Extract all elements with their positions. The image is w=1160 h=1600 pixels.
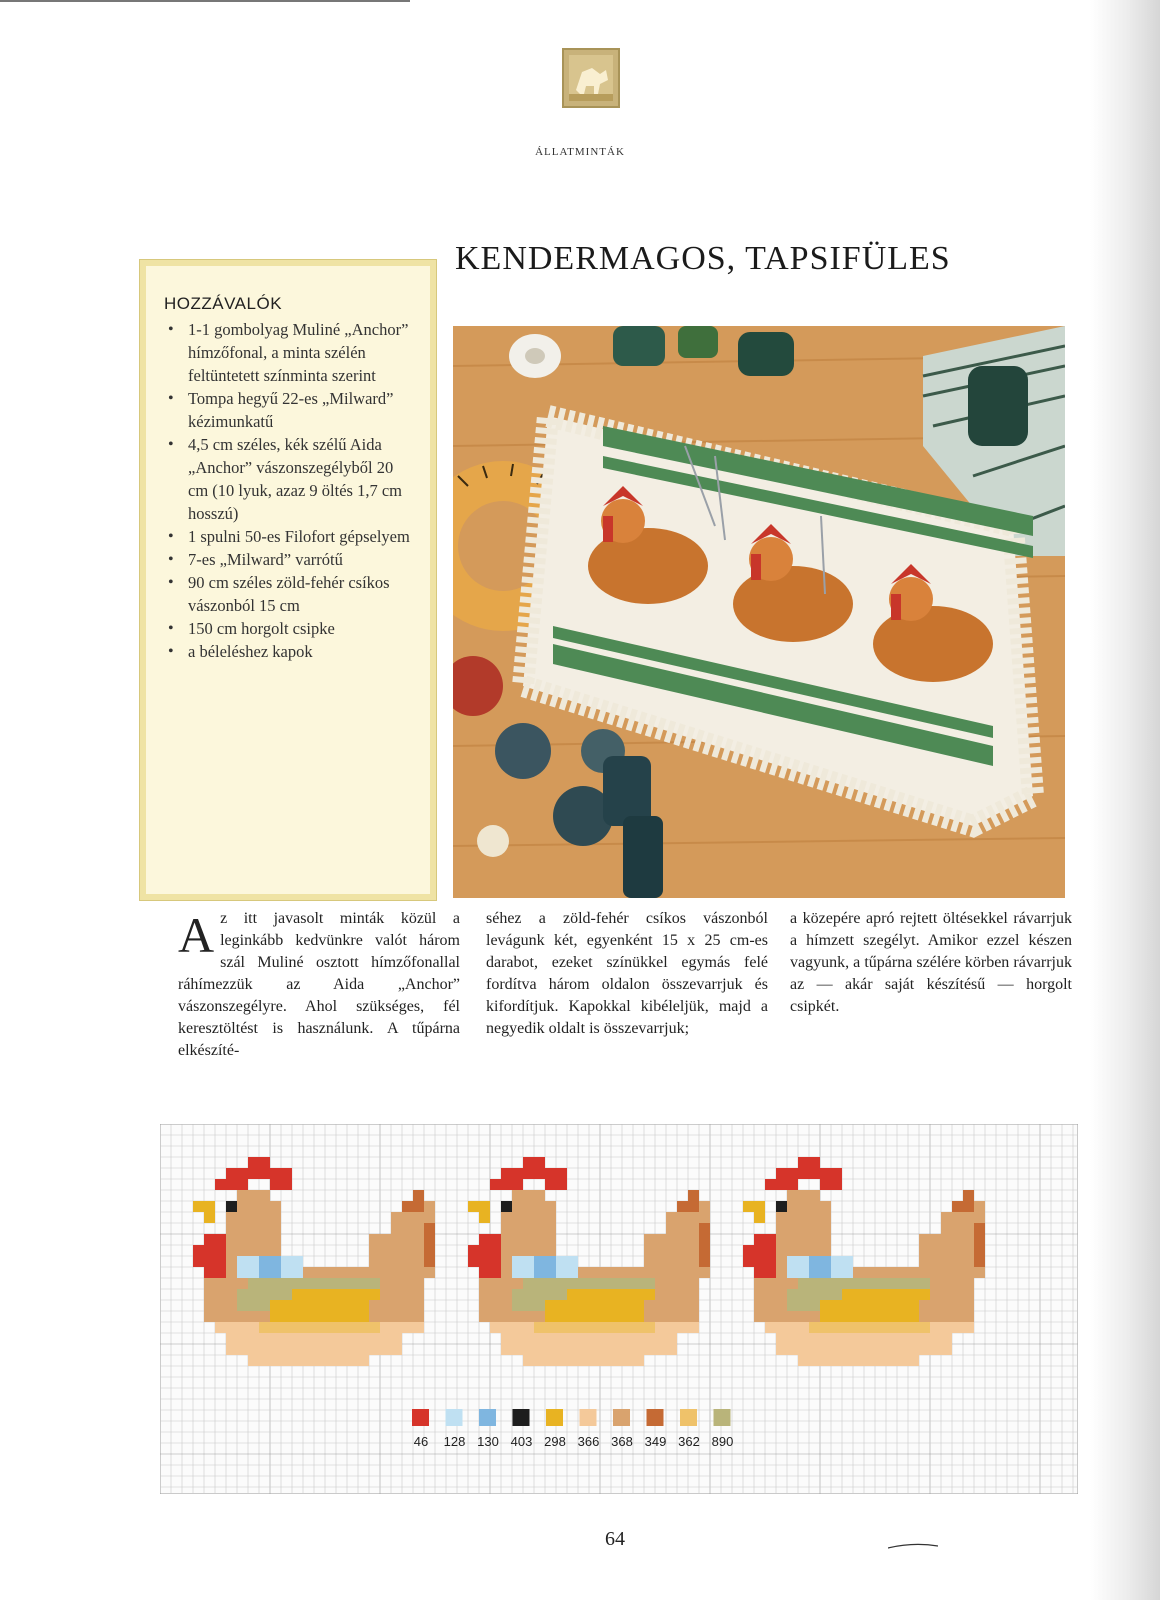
page-edge-shadow [1090,0,1160,1600]
body-text-1: z itt javasolt minták közül a leginkább kedvünkre valót három szál Muliné osztott hímzőfonallal ráhímezzük az Aida „Anchor” vászonszegélyre. Ahol szükséges, fél keresztöltést is használunk. A tűpárna elkészíté- [178,910,460,1059]
top-rule [0,0,410,2]
legend-swatch-46 [412,1409,429,1426]
ingredient-item: • 90 cm széles zöld-fehér csíkos vászonból 15 cm [164,571,416,617]
hen-3-bow-knot [809,1256,831,1278]
hen-3-eye [776,1201,787,1212]
legend-swatch-349 [647,1409,664,1426]
legend-label-366: 366 [577,1434,600,1449]
section-label: ÁLLATMINTÁK [535,146,625,158]
hen-2-feathers-light [534,1322,655,1333]
cross-stitch-grid [160,1124,1078,1494]
hen-3-feathers-light [809,1322,930,1333]
legend-swatch-366 [580,1409,597,1426]
ingredient-item: • 4,5 cm széles, kék szélű Aida „Anchor” vászonszegélyből 20 cm (10 lyuk, azaz 9 öltés 1,7 cm hosszú) [164,433,416,525]
legend-label-362: 362 [678,1434,700,1449]
legend-label-298: 298 [544,1434,566,1449]
ingredients-list [164,318,416,663]
legend-swatch-890 [714,1409,731,1426]
legend-label-890: 890 [711,1434,734,1449]
hen-1-eye [226,1201,237,1212]
ingredient-item: • 7-es „Milward” varrótű [164,548,416,571]
cross-stitch-chart [160,1124,1078,1494]
ingredient-item: • 1 spulni 50-es Filofort gépselyem [164,525,416,548]
horse-emblem-icon [562,48,620,108]
legend-label-128: 128 [443,1434,466,1449]
body-text-2: séhez a zöld-fehér csíkos vászonból levágunk két, egyenként 15 x 25 cm-es darabot, ezeket színükkel egymás felé fordítva három oldalon összevarrjuk és kifordítjuk. Kapokkal kibéleljük, majd a negyedik oldalt is összevarrjuk; [486,910,768,1037]
ingredient-item: • Tompa hegyű 22-es „Milward” kézimunkatű [164,387,416,433]
ingredients-heading: HOZZÁVALÓK [164,294,283,313]
legend-swatch-298 [546,1409,563,1426]
legend-swatch-130 [479,1409,496,1426]
ingredients-box [140,260,436,900]
body-column-1 [178,908,460,1062]
hen-1-feathers-light [259,1322,380,1333]
ingredient-item: • a béleléshez kapok [164,640,416,663]
legend-swatch-368 [613,1409,630,1426]
body-column-2 [486,908,768,1040]
legend-swatch-362 [680,1409,697,1426]
body-text-3: a közepére apró rejtett öltésekkel rávarrjuk a hímzett szegélyt. Amikor ezzel készen vagyunk, a tűpárna szélére körben rávarrjuk az — akár saját készítésű — horgolt csipkét. [790,910,1072,1015]
ingredient-item: • 150 cm horgolt csipke [164,617,416,640]
legend-label-403: 403 [510,1434,533,1449]
hen-2-bow-knot [534,1256,556,1278]
page-number: 64 [605,1528,625,1550]
legend-label-349: 349 [644,1434,667,1449]
body-column-3 [790,908,1072,1018]
drop-cap: A [178,907,215,963]
ingredient-item: • 1-1 gombolyag Muliné „Anchor” hímzőfonal, a minta szélén feltüntetett színminta szerint [164,318,416,387]
legend-label-130: 130 [477,1434,499,1449]
hen-2-eye [501,1201,512,1212]
legend-label-46: 46 [413,1434,429,1449]
legend-label-368: 368 [611,1434,633,1449]
page-title: KENDERMAGOS, TAPSIFÜLES [455,240,951,277]
pincushion-photo [453,326,1065,898]
legend-swatch-128 [446,1409,463,1426]
hen-1-bow-knot [259,1256,281,1278]
legend-swatch-403 [513,1409,530,1426]
flourish-mark [888,1542,938,1550]
